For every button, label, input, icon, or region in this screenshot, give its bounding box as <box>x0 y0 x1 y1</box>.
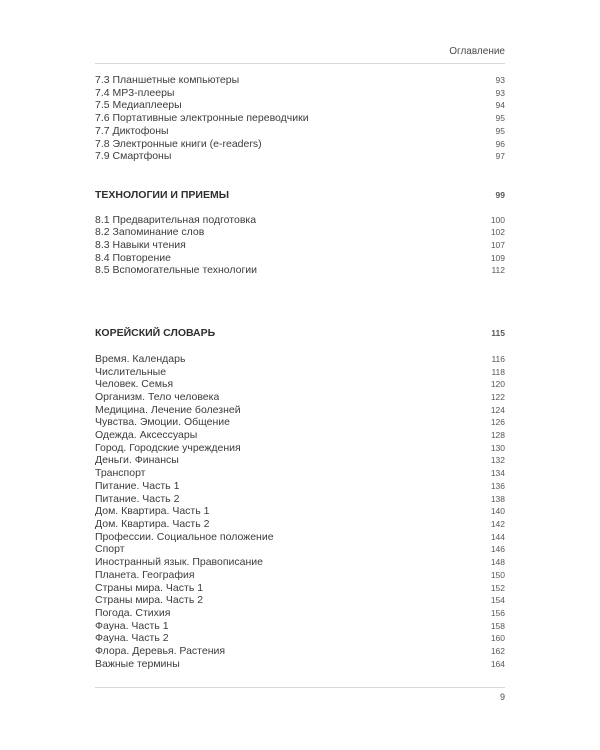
toc-page-number: 128 <box>490 430 505 441</box>
toc-entry <box>95 416 505 429</box>
toc-entry <box>95 531 505 544</box>
toc-page-number: 122 <box>490 391 505 402</box>
toc-entry-list <box>95 214 505 278</box>
toc-page-number: 99 <box>495 189 505 200</box>
toc-page-number: 115 <box>491 328 505 339</box>
toc-page-number: 152 <box>490 582 505 593</box>
toc-page-number: 154 <box>490 595 505 606</box>
toc-entry-label: Страны мира. Часть 1 <box>95 581 204 594</box>
toc-entry <box>95 239 505 252</box>
toc-entry <box>95 366 505 379</box>
toc-page-number: 93 <box>495 87 505 98</box>
toc-entry <box>95 467 505 480</box>
toc-entry <box>95 74 505 87</box>
toc-page-number: 132 <box>490 455 505 466</box>
toc-entry-label: 8.1 Предварительная подготовка <box>95 213 257 226</box>
toc-page-number: 118 <box>491 366 505 377</box>
toc-entry <box>95 87 505 100</box>
footer-rule <box>95 687 505 688</box>
toc-entry <box>95 99 505 112</box>
toc-entry <box>95 543 505 556</box>
running-header <box>95 46 505 64</box>
toc-entry <box>95 112 505 125</box>
toc-section-header <box>95 327 505 340</box>
toc-entry <box>95 505 505 518</box>
toc-entry-label: Питание. Часть 2 <box>95 492 180 505</box>
toc-entry-label: Дом. Квартира. Часть 2 <box>95 517 210 530</box>
toc-entry-label: Деньги. Финансы <box>95 454 179 467</box>
toc-entry-label: Числительные <box>95 365 167 378</box>
toc-section-title: ТЕХНОЛОГИИ И ПРИЕМЫ <box>95 188 229 201</box>
toc-page <box>95 0 505 703</box>
toc-page-number: 156 <box>490 607 505 618</box>
toc-entry-label: Погода. Стихия <box>95 606 171 619</box>
toc-entry <box>95 518 505 531</box>
toc-page-number: 160 <box>490 633 505 644</box>
toc-entry-label: Время. Календарь <box>95 352 186 365</box>
toc-entry <box>95 594 505 607</box>
toc-page-number: 140 <box>490 506 505 517</box>
toc-sections <box>95 74 505 670</box>
toc-section <box>95 74 505 163</box>
toc-entry-label: 7.3 Планшетные компьютеры <box>95 74 240 86</box>
toc-entry <box>95 252 505 265</box>
toc-entry-label: 7.7 Диктофоны <box>95 124 169 137</box>
toc-entry-label: Питание. Часть 1 <box>95 479 180 492</box>
toc-entry <box>95 125 505 138</box>
toc-page-number: 126 <box>490 417 505 428</box>
toc-entry <box>95 556 505 569</box>
toc-page-number: 96 <box>495 138 505 149</box>
toc-entry <box>95 214 505 227</box>
toc-entry <box>95 645 505 658</box>
toc-page-number: 150 <box>490 569 505 580</box>
toc-page-number: 100 <box>490 214 505 225</box>
toc-entry-list <box>95 353 505 671</box>
toc-entry-label: 8.3 Навыки чтения <box>95 239 186 252</box>
toc-page-number: 146 <box>490 544 505 555</box>
toc-entry <box>95 391 505 404</box>
page-number: 9 <box>499 692 505 703</box>
toc-entry <box>95 582 505 595</box>
toc-entry-label: Профессии. Социальное положение <box>95 530 274 543</box>
toc-page-number: 94 <box>495 100 505 111</box>
toc-entry-label: 8.2 Запоминание слов <box>95 226 205 239</box>
toc-entry-label: 7.4 MP3-плееры <box>95 86 175 99</box>
toc-entry-label: Организм. Тело человека <box>95 390 220 403</box>
toc-entry <box>95 226 505 239</box>
toc-page-number: 112 <box>491 265 505 276</box>
toc-entry-label: Страны мира. Часть 2 <box>95 594 204 607</box>
toc-page-number: 124 <box>490 404 505 415</box>
toc-entry <box>95 454 505 467</box>
toc-page-number: 158 <box>490 620 505 631</box>
toc-entry-label: 7.8 Электронные книги (e-readers) <box>95 137 262 150</box>
toc-entry-label: Город. Городские учреждения <box>95 441 241 454</box>
toc-entry <box>95 658 505 671</box>
toc-entry-label: Медицина. Лечение болезней <box>95 403 241 416</box>
toc-entry <box>95 378 505 391</box>
toc-page-number: 134 <box>490 468 505 479</box>
toc-page-number: 102 <box>490 227 505 238</box>
running-header-label: Оглавление <box>449 46 505 57</box>
toc-entry <box>95 632 505 645</box>
toc-entry-label: Фауна. Часть 1 <box>95 619 169 632</box>
toc-section-title: КОРЕЙСКИЙ СЛОВАРЬ <box>95 327 216 340</box>
toc-page-number: 162 <box>490 646 505 657</box>
toc-entry-label: 7.5 Медиаплееры <box>95 99 182 112</box>
toc-page-number: 93 <box>495 75 505 85</box>
toc-entry-list <box>95 74 505 163</box>
toc-page-number: 116 <box>491 353 505 364</box>
toc-section-header <box>95 189 505 202</box>
toc-page-number: 164 <box>490 658 505 669</box>
toc-entry <box>95 620 505 633</box>
toc-entry <box>95 138 505 151</box>
toc-page-number: 120 <box>490 379 505 390</box>
toc-entry-label: Флора. Деревья. Растения <box>95 645 226 658</box>
toc-entry-label: Важные термины <box>95 657 180 670</box>
toc-entry-label: Одежда. Аксессуары <box>95 429 198 442</box>
toc-entry-label: Дом. Квартира. Часть 1 <box>95 505 210 518</box>
toc-page-number: 138 <box>490 493 505 504</box>
toc-entry-label: Фауна. Часть 2 <box>95 632 169 645</box>
toc-page-number: 136 <box>490 480 505 491</box>
toc-page-number: 95 <box>495 125 505 136</box>
toc-entry <box>95 442 505 455</box>
toc-entry-label: 7.6 Портативные электронные переводчики <box>95 112 309 125</box>
toc-entry <box>95 404 505 417</box>
toc-entry-label: Планета. География <box>95 568 195 581</box>
toc-page-number: 148 <box>490 557 505 568</box>
toc-entry-label: Иностранный язык. Правописание <box>95 556 263 569</box>
toc-entry <box>95 569 505 582</box>
toc-entry-label: 8.5 Вспомогательные технологии <box>95 264 258 277</box>
toc-page-number: 107 <box>490 240 505 251</box>
toc-page-number: 97 <box>495 151 505 162</box>
toc-entry <box>95 480 505 493</box>
toc-entry-label: Чувства. Эмоции. Общение <box>95 416 231 429</box>
toc-page-number: 109 <box>490 252 505 263</box>
toc-entry-label: Транспорт <box>95 467 146 480</box>
toc-entry <box>95 493 505 506</box>
toc-entry-label: Спорт <box>95 543 125 556</box>
toc-entry-label: 7.9 Смартфоны <box>95 150 172 163</box>
toc-section <box>95 189 505 277</box>
toc-page-number: 130 <box>490 442 505 453</box>
toc-page-number: 142 <box>490 518 505 529</box>
toc-entry-label: Человек. Семья <box>95 378 174 391</box>
toc-page-number: 144 <box>490 531 505 542</box>
toc-entry <box>95 607 505 620</box>
toc-entry-label: 8.4 Повторение <box>95 251 171 264</box>
toc-entry <box>95 264 505 277</box>
toc-entry <box>95 150 505 163</box>
toc-entry <box>95 353 505 366</box>
toc-entry <box>95 429 505 442</box>
toc-page-number: 95 <box>495 113 505 124</box>
toc-section <box>95 327 505 670</box>
